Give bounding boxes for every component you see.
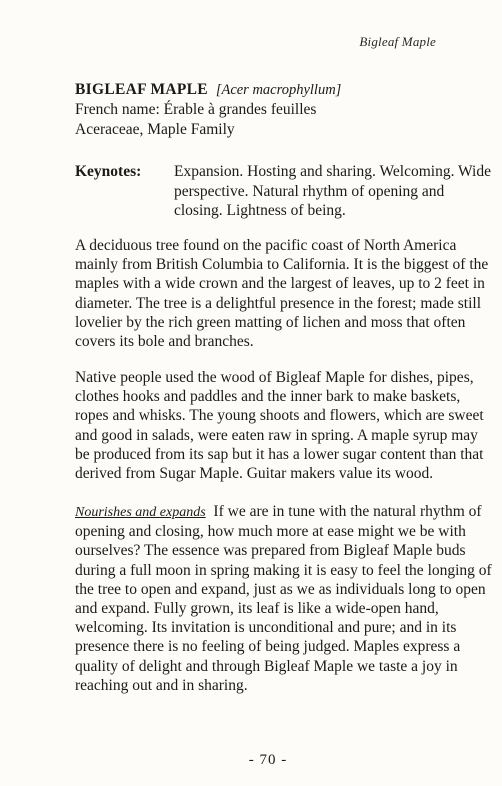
plant-family: Aceraceae, Maple Family <box>75 121 235 138</box>
entry-header <box>75 80 485 140</box>
paragraph-uses: Native people used the wood of Bigleaf Maple for dishes, pipes, clothes hooks and paddles and the inner bark to make baskets, ropes and whisks. The young shoots and flowers, which are sweet and good in salads, were eaten raw in spring. A maple syrup may be produced from its sap but it has a lower sugar content than that derived from Sugar Maple. Guitar makers value its wood. <box>75 369 484 483</box>
essence-body: If we are in tune with the natural rhythm of opening and closing, how much more at ease might we be with ourselves? The essence was prepared from Bigleaf Maple buds during a full moon in spring making it is easy to feel the longing of the tree to open and expand, just as we as individuals long to open and expand. Fully grown, its leaf is like a wide-open hand, welcoming. Its invitation is unconditional and pure; and in its presence there is no feeling of being judged. Maples express a quality of delight and through Bigleaf Maple we taste a joy in reaching out and in sharing. <box>75 503 492 694</box>
french-name: French name: Érable à grandes feuilles <box>75 101 317 118</box>
title-line <box>75 80 485 100</box>
keynotes-text: Expansion. Hosting and sharing. Welcoming. Wide perspective. Natural rhythm of opening and closing. Lightness of being. <box>174 163 491 219</box>
keynotes-label: Keynotes: <box>75 163 142 180</box>
paragraph-description: A deciduous tree found on the pacific coast of North America mainly from British Columbia to California. It is the biggest of the maples with a wide crown and the largest of leaves, up to 2 feet in diameter. The tree is a delightful presence in the forest; made still lovelier by the rich green matting of lichen and moss that often covers its bole and branches. <box>75 237 489 351</box>
running-head: Bigleaf Maple <box>359 34 436 49</box>
paragraph-essence <box>75 502 495 695</box>
latin-name: [Acer macrophyllum] <box>215 82 342 98</box>
page-number: - 70 - <box>248 752 288 768</box>
essence-lead: Nourishes and expands <box>75 505 206 520</box>
entry-title: BIGLEAF MAPLE <box>75 81 208 98</box>
